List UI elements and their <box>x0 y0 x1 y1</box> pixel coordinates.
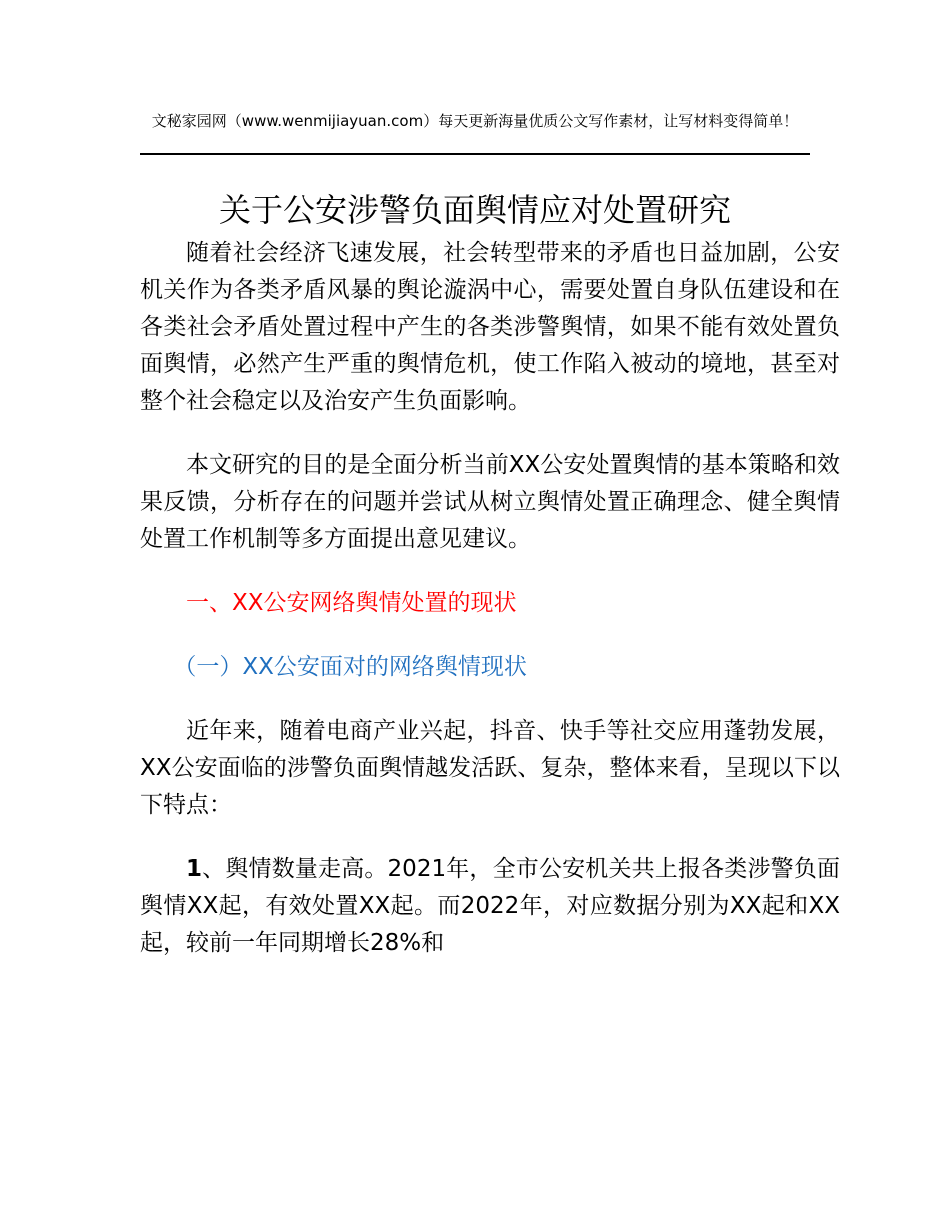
paragraph-intro: 随着社会经济飞速发展，社会转型带来的矛盾也日益加剧，公安机关作为各类矛盾风暴的舆论漩涡中心，需要处置自身队伍建设和在各类社会矛盾处置过程中产生的各类涉警舆情，如果不能有效处置负面舆情，必然产生严重的舆情危机，使工作陷入被动的境地，甚至对整个社会稳定以及治安产生负面影响。 <box>140 240 840 414</box>
paragraph-purpose: 本文研究的目的是全面分析当前XX公安处置舆情的基本策略和效果反馈，分析存在的问题并尝试从树立舆情处置正确理念、健全舆情处置工作机制等多方面提出意见建议。 <box>140 452 840 552</box>
page-header <box>140 112 810 131</box>
subsection-heading-1: （一）XX公安面对的网络舆情现状 <box>173 654 527 680</box>
section-heading-1: 一、XX公安网络舆情处置的现状 <box>186 590 517 616</box>
header-text: 文秘家园网（www.wenmijiayuan.com）每天更新海量优质公文写作素材，让写材料变得简单！ <box>151 112 799 130</box>
paragraph-current-status: 近年来，随着电商产业兴起，抖音、快手等社交应用蓬勃发展，XX公安面临的涉警负面舆情越发活跃、复杂，整体来看，呈现以下以下特点： <box>140 718 840 818</box>
document-title: 关于公安涉警负面舆情应对处置研究 <box>218 191 731 229</box>
document-body <box>140 235 840 962</box>
paragraph-point-1 <box>140 851 840 962</box>
header-divider <box>140 153 810 155</box>
point-1-text: 、舆情数量走高。2021年，全市公安机关共上报各类涉警负面舆情XX起，有效处置XX起。而2022年，对应数据分别为XX起和XX起，较前一年同期增长28%和 <box>140 856 840 956</box>
point-number: 1 <box>186 856 203 882</box>
